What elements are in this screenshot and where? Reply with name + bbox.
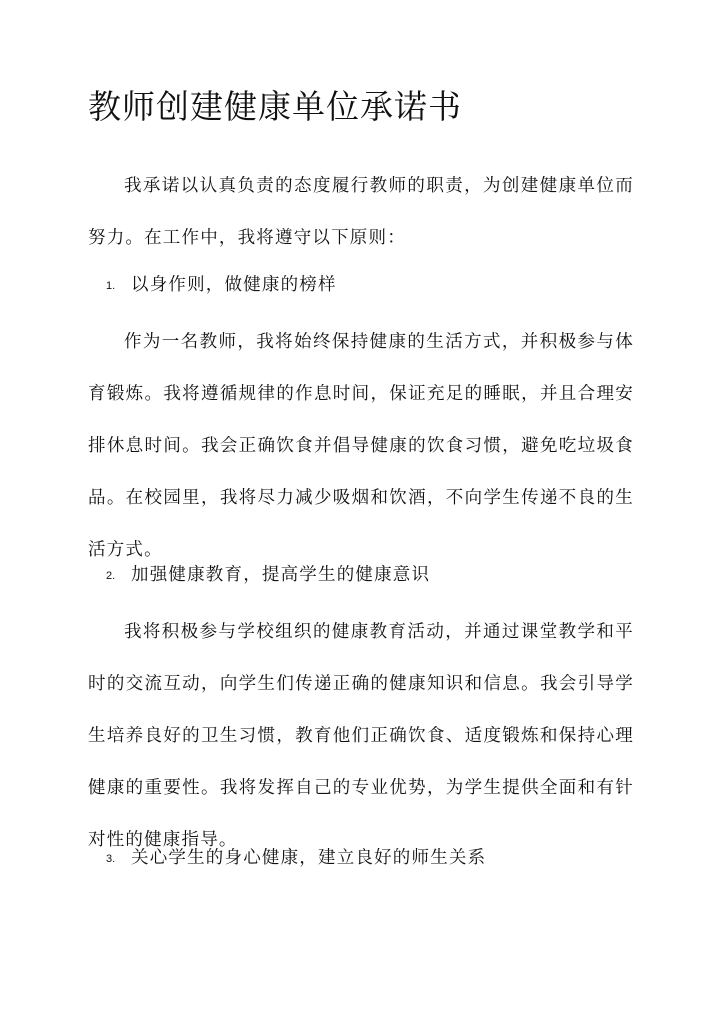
section-2-heading-text: 加强健康教育，提高学生的健康意识 (131, 565, 431, 585)
section-2-paragraph: 我将积极参与学校组织的健康教育活动，并通过课堂教学和平时的交流互动，向学生们传递正确的健康知识和信息。我会引导学生培养良好的卫生习惯，教育他们正确饮食、适度锻炼和保持心理健康的重要性。我将发挥自己的专业优势，为学生提供全面和有针对性的健康指导。 (88, 622, 634, 850)
section-1-paragraph: 作为一名教师，我将始终保持健康的生活方式，并积极参与体育锻炼。我将遵循规律的作息时间，保证充足的睡眠，并且合理安排休息时间。我会正确饮食并倡导健康的饮食习惯，避免吃垃圾食品。在校园里，我将尽力减少吸烟和饮酒，不向学生传递不良的生活方式。 (88, 332, 634, 560)
intro-paragraph: 我承诺以认真负责的态度履行教师的职责，为创建健康单位而努力。在工作中，我将遵守以下原则： (88, 176, 634, 248)
section-1-heading (106, 265, 337, 306)
document-title: 教师创建健康单位承诺书 (88, 87, 462, 126)
section-2-heading (106, 555, 430, 596)
section-3-heading (106, 838, 486, 879)
section-2-number: 2. (106, 570, 116, 582)
section-3-number: 3. (106, 853, 116, 865)
section-1-number: 1. (106, 280, 116, 292)
section-1-heading-text: 以身作则，做健康的榜样 (131, 275, 337, 295)
section-3-heading-text: 关心学生的身心健康，建立良好的师生关系 (131, 848, 487, 868)
